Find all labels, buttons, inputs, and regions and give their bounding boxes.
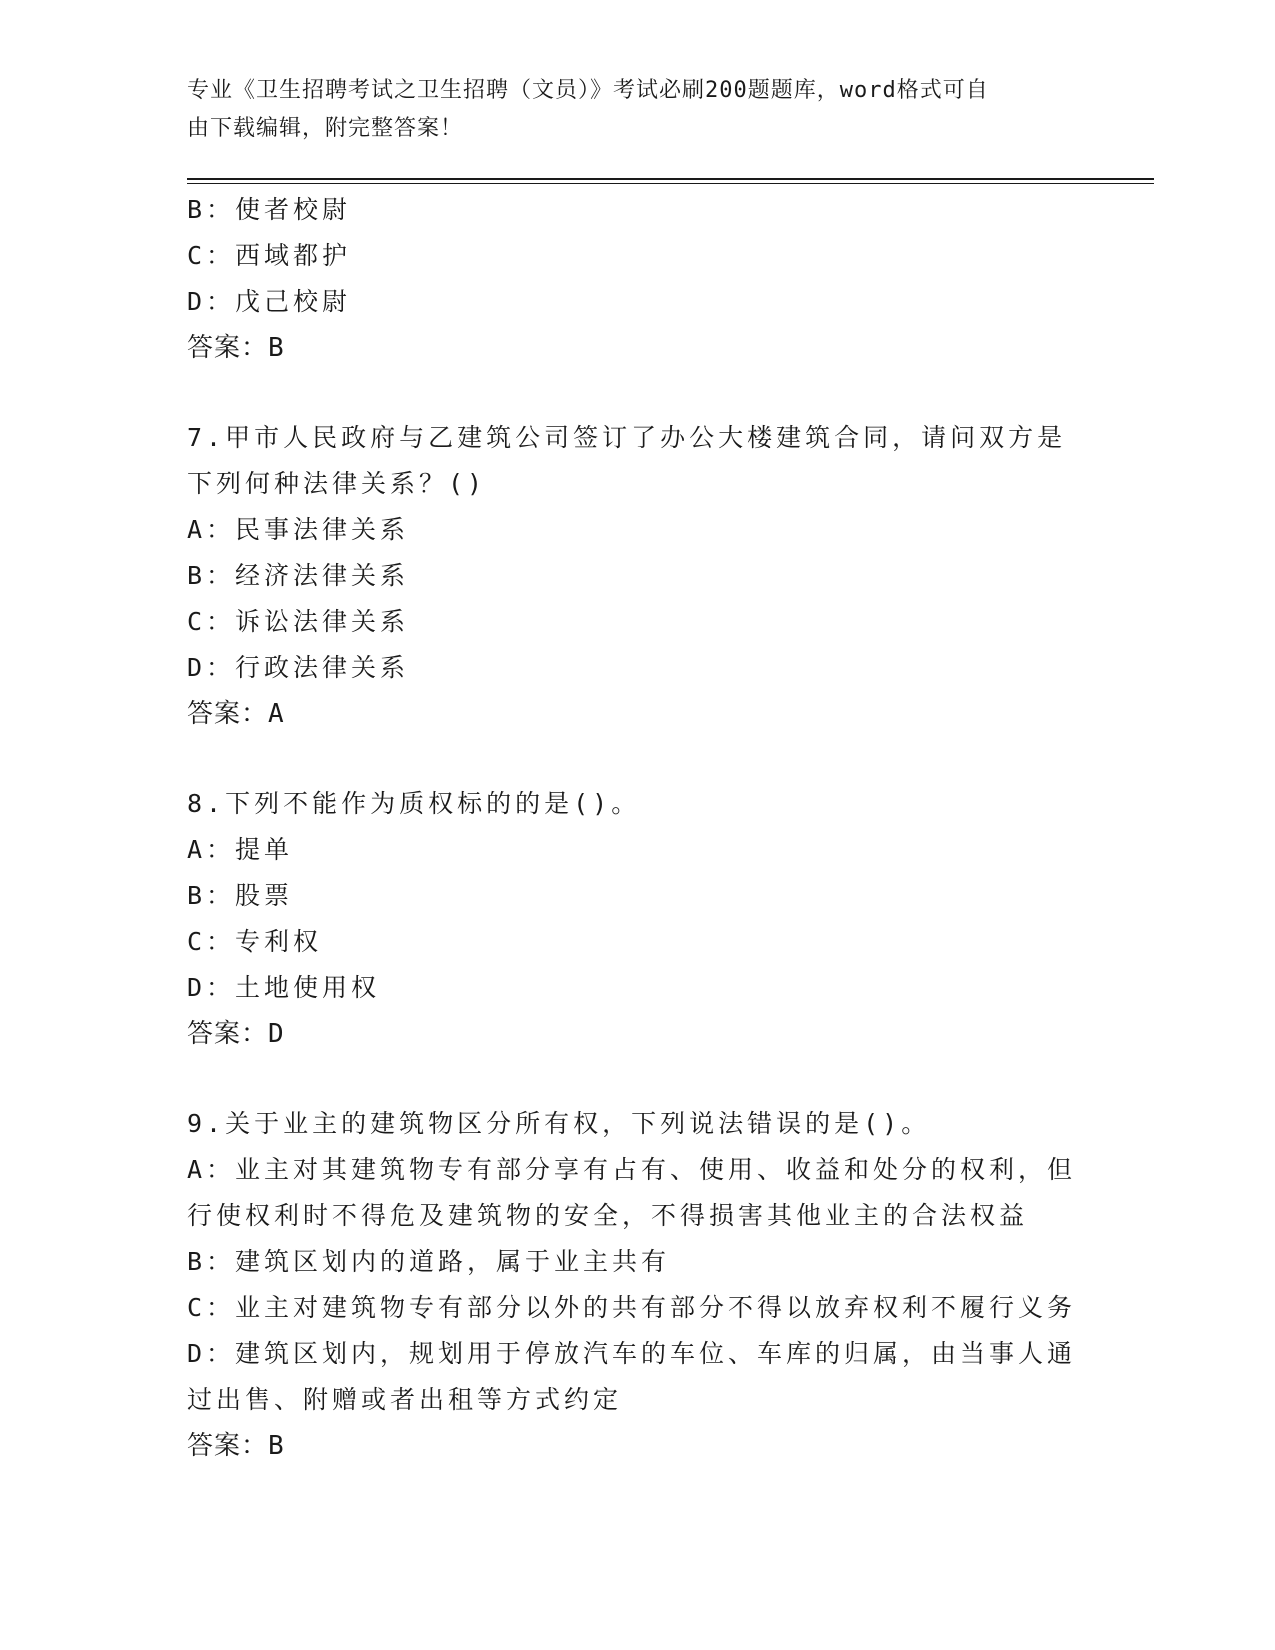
- question-8: [187, 781, 1077, 1057]
- header-line-2: 由下载编辑，附完整答案！: [187, 116, 464, 141]
- answer-value: B: [268, 1431, 285, 1461]
- answer-line: [187, 691, 1077, 737]
- header-divider-thick: [187, 178, 1154, 180]
- option-d: D：建筑区划内，规划用于停放汽车的车位、车库的归属，由当事人通: [187, 1339, 1077, 1368]
- answer-value: D: [268, 1019, 285, 1049]
- answer-label: 答案：: [187, 1431, 269, 1461]
- option-d: D：戊己校尉: [187, 287, 352, 316]
- option-d: D：土地使用权: [187, 973, 381, 1002]
- option-c: C：业主对建筑物专有部分以外的共有部分不得以放弃权利不履行义务: [187, 1293, 1077, 1322]
- answer-label: 答案：: [187, 1019, 269, 1049]
- answer-value: A: [268, 699, 285, 729]
- option-a: A：提单: [187, 835, 294, 864]
- question-stem-line: 下列何种法律关系？(): [187, 469, 487, 498]
- question-list: [187, 187, 1077, 1469]
- answer-line: [187, 1011, 1077, 1057]
- option-b: B：使者校尉: [187, 195, 352, 224]
- header-line-1: 专业《卫生招聘考试之卫生招聘（文员）》考试必刷200题题库，word格式可自: [187, 78, 989, 103]
- option-a: A：业主对其建筑物专有部分享有占有、使用、收益和处分的权利，但: [187, 1155, 1077, 1184]
- previous-question-tail: [187, 187, 1077, 371]
- answer-label: 答案：: [187, 333, 269, 363]
- option-b: B：股票: [187, 881, 294, 910]
- option-c: C：西域都护: [187, 241, 352, 270]
- answer-line: [187, 1423, 1077, 1469]
- option-a: A：民事法律关系: [187, 515, 410, 544]
- option-d: D：行政法律关系: [187, 653, 410, 682]
- answer-label: 答案：: [187, 699, 269, 729]
- question-stem-line: 8.下列不能作为质权标的的是()。: [187, 789, 641, 818]
- option-c: C：诉讼法律关系: [187, 607, 410, 636]
- option-a-continued: 行使权利时不得危及建筑物的安全，不得损害其他业主的合法权益: [187, 1201, 1029, 1230]
- header-divider-thin: [187, 183, 1154, 184]
- option-c: C：专利权: [187, 927, 323, 956]
- option-d-continued: 过出售、附赠或者出租等方式约定: [187, 1385, 623, 1414]
- document-header: [187, 72, 1067, 148]
- answer-value: B: [268, 333, 285, 363]
- question-7: [187, 415, 1077, 737]
- option-b: B：经济法律关系: [187, 561, 410, 590]
- question-stem-line: 7.甲市人民政府与乙建筑公司签订了办公大楼建筑合同，请问双方是: [187, 423, 1067, 452]
- answer-line: [187, 325, 1077, 371]
- option-b: B：建筑区划内的道路，属于业主共有: [187, 1247, 671, 1276]
- question-9: [187, 1101, 1077, 1469]
- question-stem-line: 9.关于业主的建筑物区分所有权，下列说法错误的是()。: [187, 1109, 931, 1138]
